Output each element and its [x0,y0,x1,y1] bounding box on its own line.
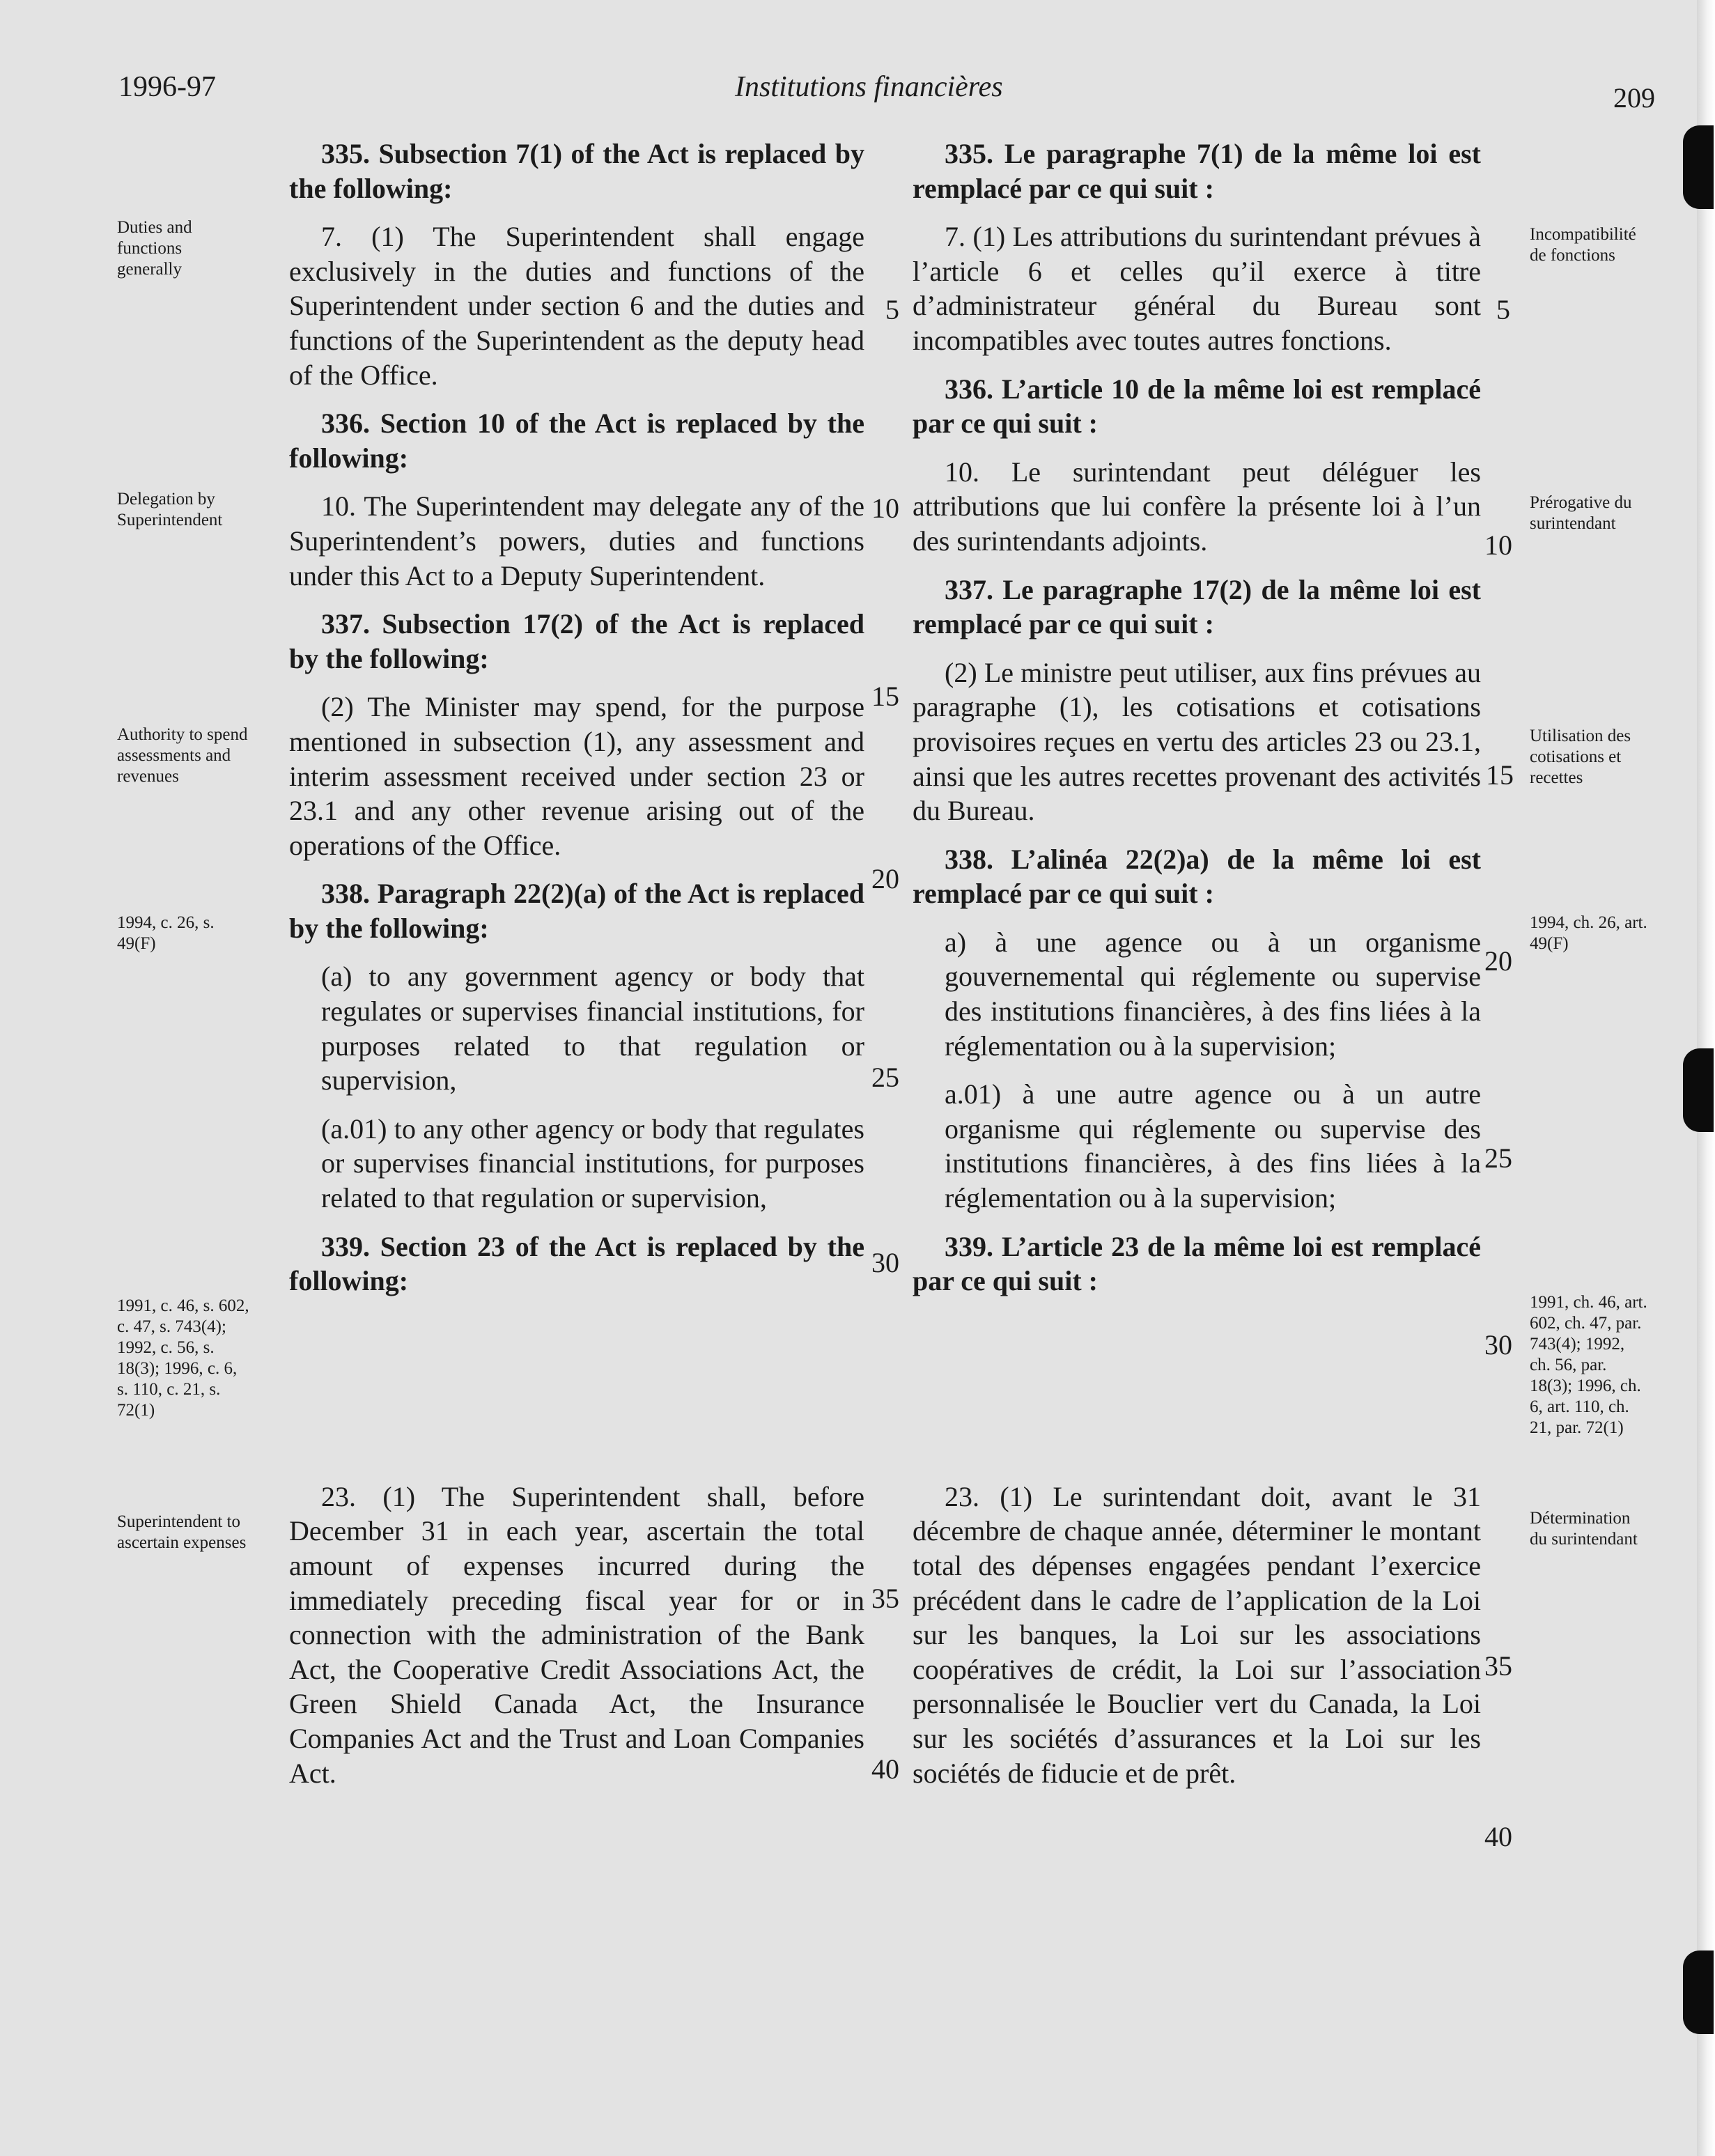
section-text: (2) Le ministre peut utiliser, aux fins prévues au paragraphe (1), les cotisations et cotisations provisoires reçues en vertu des articles 23 ou 23.1, ainsi que les autres recettes provenant des activités du Bureau. [913,656,1481,827]
margin-note: Delegation by Superintendent [117,490,223,529]
paragraph-a: (a) to any government agency or body that regulates or supervises financial institutions, for purposes related to that regulation or supervision, [321,961,864,1096]
margin-note: 1991, ch. 46, art. 602, ch. 47, par. 743(4); 1992, ch. 56, par. 18(3); 1996, ch. 6, art. 110, ch. 21, par. 72(1) [1530,1293,1647,1437]
section-heading: 335. Le paragraphe 7(1) de la même loi est remplacé par ce qui suit : [913,138,1481,204]
section-heading: 339. Section 23 of the Act is replaced by the following: [289,1230,864,1297]
section-heading: 339. L’article 23 de la même loi est remplacé par ce qui suit : [913,1230,1481,1297]
running-header-year: 1996-97 [118,71,216,103]
section-text: (2) The Minister may spend, for the purpose mentioned in subsection (1), any assessment and interim assessment received under section 23 or 23.1 and any other revenue arising out of the operations of the Office. [289,691,864,861]
section-text: 23. (1) The Superintendent shall, before December 31 in each year, ascertain the total amount of expenses incurred during the immediately preceding fiscal year for or in connection with the administration of the Bank Act, the Cooperative Credit Associations Act, the Green Shield Canada Act, the Insurance Companies Act and the Trust and Loan Companies Act. [289,1480,864,1789]
section-336-fr [913,372,1481,559]
section-text: 7. (1) Les attributions du surintendant prévues à l’article 6 et celles qu’il exerce à titre d’administrateur général du Bureau sont incompatibles avec toutes autres fonctions. [913,221,1481,356]
line-number: 10 [871,493,899,524]
section-heading: 337. Subsection 17(2) of the Act is replaced by the following: [289,608,864,674]
margin-note: Incompatibilité de fonctions [1530,225,1636,265]
line-number: 40 [871,1753,899,1785]
margin-note: 1994, ch. 26, art. 49(F) [1530,913,1647,953]
page-number: 209 [1613,82,1655,114]
margin-note: Utilisation des cotisations et recettes [1530,727,1631,787]
section-text: 10. Le surintendant peut déléguer les attributions que lui confère la présente loi à l’un des surintendants adjoints. [913,456,1481,557]
section-heading: 336. L’article 10 de la même loi est remplacé par ce qui suit : [913,373,1481,440]
margin-note: 1994, c. 26, s. 49(F) [117,913,215,953]
french-column [913,137,1481,1790]
margin-note: Duties and functions generally [117,218,192,279]
binder-hole-top [1683,125,1714,209]
line-number: 25 [871,1062,899,1093]
section-heading: 335. Subsection 7(1) of the Act is replaced by the following: [289,138,864,204]
line-number: 10 [1484,529,1512,561]
line-number: 20 [1484,945,1512,977]
english-column [289,137,864,1790]
line-number: 40 [1484,1821,1512,1852]
paragraph-a: a) à une agence ou à un organisme gouvernemental qui réglemente ou supervise des institutions financières, à des fins liées à la réglementation ou à la supervision; [945,926,1481,1062]
margin-note: 1991, c. 46, s. 602, c. 47, s. 743(4); 1992, c. 56, s. 18(3); 1996, c. 6, s. 110, c. 21, s. 72(1) [117,1296,249,1420]
section-335-en [289,137,864,392]
paragraph-a01: (a.01) to any other agency or body that regulates or supervises financial institutions, for purposes related to that regulation or supervision, [321,1112,864,1214]
section-heading: 338. L’alinéa 22(2)a) de la même loi est remplacé par ce qui suit : [913,843,1481,910]
margin-note: Détermination du surintendant [1530,1509,1638,1549]
section-text: 23. (1) Le surintendant doit, avant le 31 décembre de chaque année, déterminer le montant total des dépenses engagées pendant l’exercice précédent dans le cadre de l’application de la Loi sur les banques, la Loi sur les associations coopératives de crédit, la Loi sur l’association personnalisée le Bouclier vert du Canada, la Loi sur les sociétés d’assurances et la Loi sur les sociétés de fiducie et de prêt. [913,1480,1481,1789]
section-338-en [289,876,864,1215]
line-number: 15 [871,681,899,712]
section-heading: 337. Le paragraphe 17(2) de la même loi est remplacé par ce qui suit : [913,573,1481,640]
binder-hole-middle [1683,1048,1714,1132]
running-header-title: Institutions financières [735,71,1003,103]
section-338-fr [913,842,1481,1216]
section-heading: 338. Paragraph 22(2)(a) of the Act is replaced by the following: [289,878,864,944]
section-text: 10. The Superintendent may delegate any of the Superintendent’s powers, duties and functions under this Act to a Deputy Superintendent. [289,490,864,591]
line-number: 25 [1484,1142,1512,1174]
section-text: 7. (1) The Superintendent shall engage exclusively in the duties and functions of the Superintendent under section 6 and the duties and functions of the Superintendent as the deputy head of the Office. [289,221,864,391]
line-number: 5 [1496,294,1510,325]
line-number: 35 [1484,1650,1512,1682]
section-336-en [289,406,864,593]
section-339-en [289,1230,864,1791]
section-337-fr [913,573,1481,828]
section-339-fr [913,1230,1481,1791]
section-337-en [289,607,864,862]
paragraph-a01: a.01) à une autre agence ou à un autre organisme qui réglemente ou supervise des institutions financières, à des fins liées à la réglementation ou à la supervision; [945,1078,1481,1214]
line-number: 30 [871,1247,899,1278]
margin-note: Prérogative du surintendant [1530,493,1632,533]
line-number: 20 [871,863,899,894]
line-number: 15 [1486,759,1514,791]
section-335-fr [913,137,1481,358]
line-number: 35 [871,1583,899,1614]
line-number: 5 [885,294,899,325]
section-heading: 336. Section 10 of the Act is replaced by the following: [289,408,864,474]
margin-note: Authority to spend assessments and revenues [117,725,248,786]
line-number: 30 [1484,1329,1512,1360]
binder-hole-bottom [1683,1951,1714,2034]
margin-note: Superintendent to ascertain expenses [117,1512,247,1552]
